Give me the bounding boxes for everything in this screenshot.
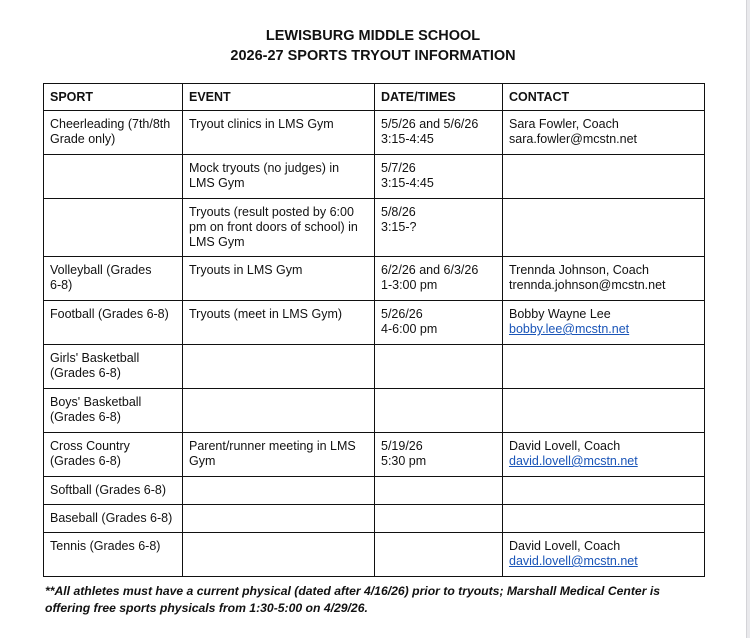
cell-event bbox=[183, 505, 375, 533]
cell-event-line: LMS Gym bbox=[189, 235, 245, 249]
header-event: EVENT bbox=[183, 84, 375, 111]
cell-contact bbox=[503, 433, 705, 477]
cell-contact-line: David Lovell, Coach bbox=[509, 539, 621, 553]
cell-sport-line: Girls' Basketball bbox=[50, 351, 140, 365]
contact-email-link[interactable]: bobby.lee@mcstn.net bbox=[509, 322, 630, 336]
cell-event-line: Tryouts (result posted by 6:00 bbox=[189, 205, 354, 219]
title-line-2: 2026-27 SPORTS TRYOUT INFORMATION bbox=[230, 48, 516, 64]
cell-sport-line: 6-8) bbox=[50, 278, 73, 292]
table-row bbox=[44, 533, 705, 577]
cell-event-line: pm on front doors of school) in bbox=[189, 220, 358, 234]
cell-dates bbox=[375, 301, 503, 345]
document-title bbox=[0, 26, 746, 66]
cell-sport bbox=[44, 199, 183, 257]
tryout-table bbox=[43, 83, 705, 577]
cell-dates bbox=[375, 257, 503, 301]
cell-contact-line: David Lovell, Coach bbox=[509, 439, 621, 453]
cell-dates-line: 5/26/26 bbox=[381, 307, 423, 321]
cell-contact bbox=[503, 505, 705, 533]
cell-dates-line: 6/2/26 and 6/3/26 bbox=[381, 263, 479, 277]
cell-contact bbox=[503, 477, 705, 505]
cell-sport-line: Cheerleading (7th/8th bbox=[50, 117, 171, 131]
cell-dates-line: 1-3:00 pm bbox=[381, 278, 438, 292]
cell-sport-line: Softball (Grades 6-8) bbox=[50, 483, 167, 497]
footnote bbox=[45, 583, 705, 617]
cell-dates-line: 5/7/26 bbox=[381, 161, 416, 175]
cell-sport-line: Cross Country bbox=[50, 439, 130, 453]
cell-dates bbox=[375, 433, 503, 477]
table-row bbox=[44, 505, 705, 533]
table-row bbox=[44, 301, 705, 345]
header-sport: SPORT bbox=[44, 84, 183, 111]
table-row bbox=[44, 389, 705, 433]
cell-event bbox=[183, 389, 375, 433]
contact-email-link[interactable]: david.lovell@mcstn.net bbox=[509, 454, 638, 468]
cell-sport bbox=[44, 345, 183, 389]
cell-contact-line: Trennda Johnson, Coach bbox=[509, 263, 649, 277]
cell-dates bbox=[375, 477, 503, 505]
cell-event-line: Mock tryouts (no judges) in bbox=[189, 161, 340, 175]
table-row bbox=[44, 433, 705, 477]
cell-sport bbox=[44, 477, 183, 505]
header-dates: DATE/TIMES bbox=[375, 84, 503, 111]
cell-sport-line: Grade only) bbox=[50, 132, 116, 146]
cell-dates bbox=[375, 111, 503, 155]
table-header-row bbox=[44, 84, 705, 111]
cell-dates-line: 4-6:00 pm bbox=[381, 322, 438, 336]
cell-dates-line: 3:15-4:45 bbox=[381, 176, 434, 190]
cell-contact-line: Sara Fowler, Coach bbox=[509, 117, 619, 131]
cell-sport-line: Volleyball (Grades bbox=[50, 263, 152, 277]
cell-dates bbox=[375, 389, 503, 433]
cell-event bbox=[183, 345, 375, 389]
cell-contact-line: trennda.johnson@mcstn.net bbox=[509, 278, 666, 292]
cell-dates-line: 5/8/26 bbox=[381, 205, 416, 219]
cell-dates-line: 5/5/26 and 5/6/26 bbox=[381, 117, 479, 131]
cell-event bbox=[183, 199, 375, 257]
footnote-line-2: offering free sports physicals from 1:30-5:00 on 4/29/26. bbox=[45, 601, 368, 615]
cell-sport-line: Baseball (Grades 6-8) bbox=[50, 511, 173, 525]
cell-dates bbox=[375, 505, 503, 533]
cell-sport bbox=[44, 505, 183, 533]
cell-sport bbox=[44, 389, 183, 433]
table-row bbox=[44, 257, 705, 301]
cell-event bbox=[183, 301, 375, 345]
cell-contact-line: Bobby Wayne Lee bbox=[509, 307, 611, 321]
cell-contact bbox=[503, 533, 705, 577]
cell-sport-line: Tennis (Grades 6-8) bbox=[50, 539, 161, 553]
table-row bbox=[44, 199, 705, 257]
cell-event bbox=[183, 155, 375, 199]
cell-sport bbox=[44, 111, 183, 155]
cell-event bbox=[183, 257, 375, 301]
cell-event-line: Gym bbox=[189, 454, 216, 468]
cell-contact-line: sara.fowler@mcstn.net bbox=[509, 132, 638, 146]
cell-event-line: Tryouts (meet in LMS Gym) bbox=[189, 307, 343, 321]
cell-sport bbox=[44, 433, 183, 477]
table-row bbox=[44, 345, 705, 389]
cell-contact bbox=[503, 389, 705, 433]
table-row bbox=[44, 477, 705, 505]
cell-dates-line: 3:15-4:45 bbox=[381, 132, 434, 146]
cell-sport bbox=[44, 257, 183, 301]
cell-sport bbox=[44, 155, 183, 199]
cell-event bbox=[183, 433, 375, 477]
cell-contact bbox=[503, 111, 705, 155]
table-row bbox=[44, 155, 705, 199]
cell-contact bbox=[503, 301, 705, 345]
contact-email-link[interactable]: david.lovell@mcstn.net bbox=[509, 554, 638, 568]
cell-event bbox=[183, 533, 375, 577]
title-line-1: LEWISBURG MIDDLE SCHOOL bbox=[265, 28, 481, 44]
cell-dates bbox=[375, 345, 503, 389]
cell-dates-line: 5:30 pm bbox=[381, 454, 427, 468]
cell-dates-line: 5/19/26 bbox=[381, 439, 423, 453]
cell-sport bbox=[44, 533, 183, 577]
cell-event-line: Tryout clinics in LMS Gym bbox=[189, 117, 334, 131]
cell-sport-line: Boys' Basketball bbox=[50, 395, 142, 409]
cell-sport bbox=[44, 301, 183, 345]
cell-event-line: LMS Gym bbox=[189, 176, 245, 190]
cell-contact bbox=[503, 345, 705, 389]
cell-sport-line: (Grades 6-8) bbox=[50, 366, 121, 380]
cell-event bbox=[183, 111, 375, 155]
header-contact: CONTACT bbox=[503, 84, 705, 111]
footnote-line-1: **All athletes must have a current physical (dated after 4/16/26) prior to tryouts; Marshall Medical Center is bbox=[45, 584, 660, 598]
cell-contact bbox=[503, 257, 705, 301]
cell-dates bbox=[375, 533, 503, 577]
cell-contact bbox=[503, 155, 705, 199]
cell-event-line: Tryouts in LMS Gym bbox=[189, 263, 303, 277]
cell-sport-line: (Grades 6-8) bbox=[50, 454, 121, 468]
table-row bbox=[44, 111, 705, 155]
cell-dates-line: 3:15-? bbox=[381, 220, 417, 234]
cell-sport-line: Football (Grades 6-8) bbox=[50, 307, 169, 321]
cell-event-line: Parent/runner meeting in LMS bbox=[189, 439, 356, 453]
cell-dates bbox=[375, 155, 503, 199]
cell-dates bbox=[375, 199, 503, 257]
cell-sport-line: (Grades 6-8) bbox=[50, 410, 121, 424]
table-body bbox=[44, 111, 705, 577]
cell-contact bbox=[503, 199, 705, 257]
cell-event bbox=[183, 477, 375, 505]
